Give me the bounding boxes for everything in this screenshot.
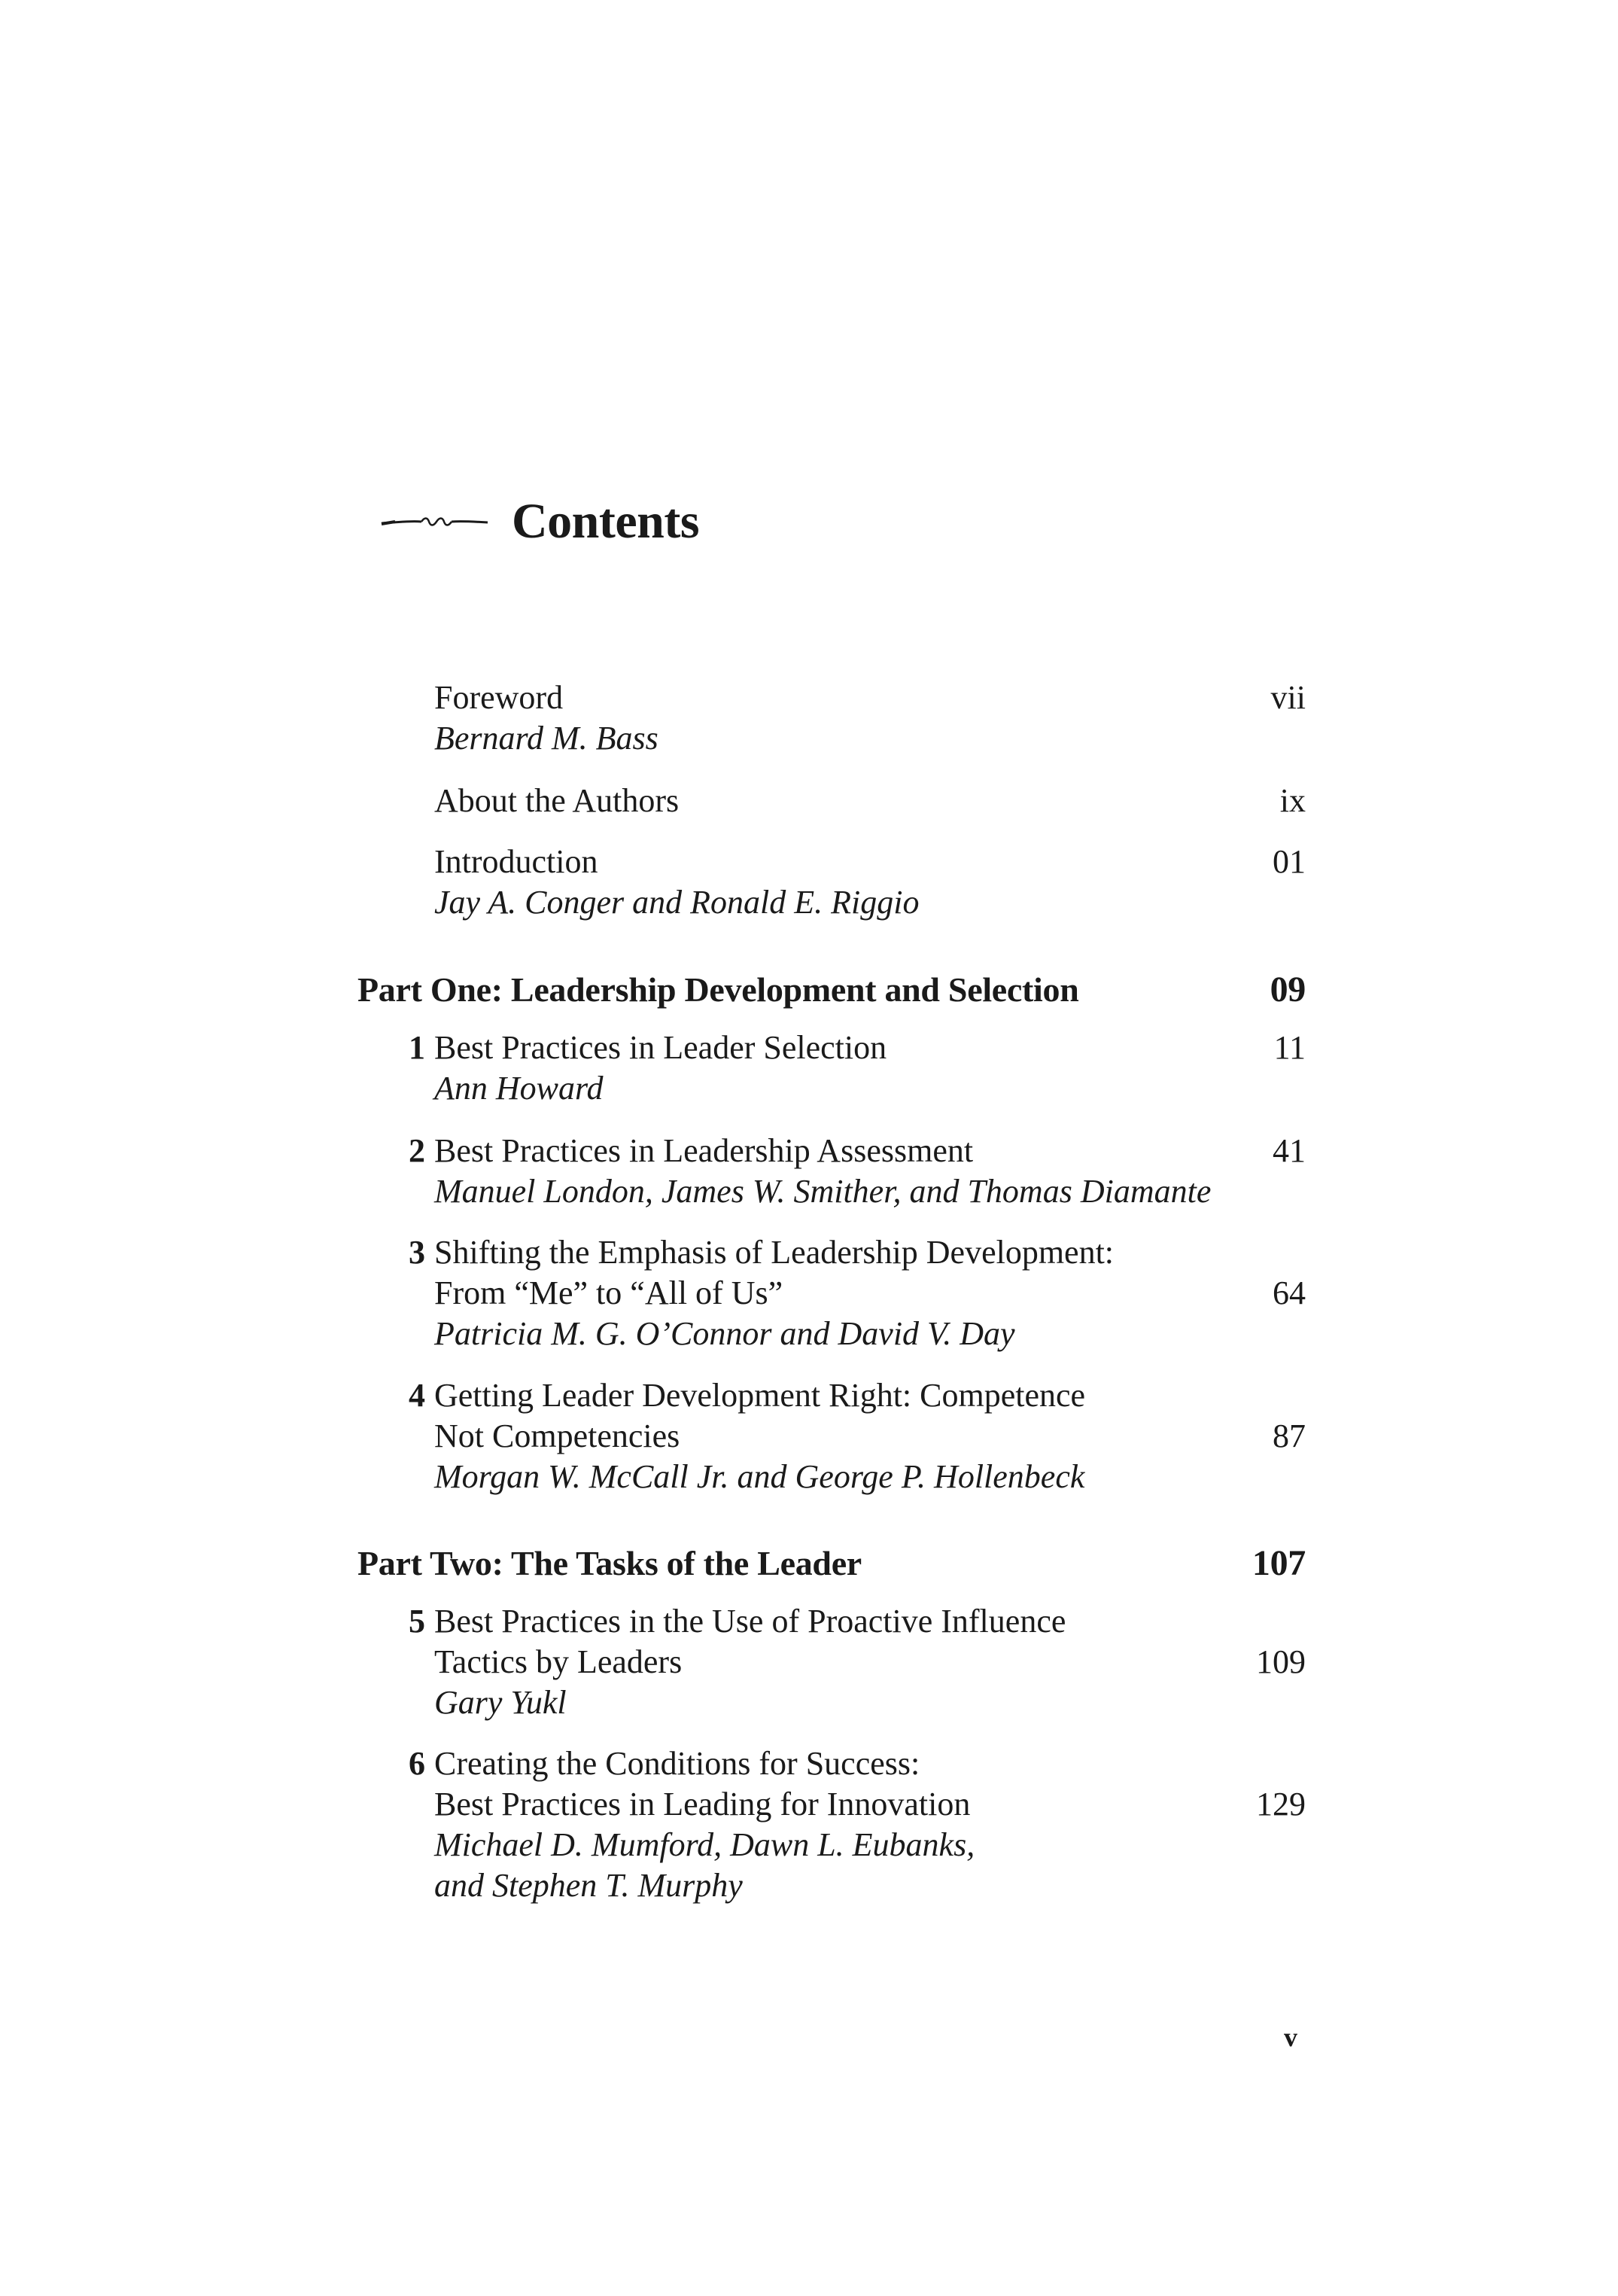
chapter-title: Best Practices in Leadership Assessment bbox=[434, 1132, 974, 1169]
chapter-title: Getting Leader Development Right: Competence bbox=[434, 1377, 1086, 1414]
chapter-title-cont: Best Practices in Leading for Innovation bbox=[434, 1786, 971, 1822]
chapter-author: Patricia M. G. O’Connor and David V. Day bbox=[434, 1315, 1015, 1352]
chapter-number: 4 bbox=[409, 1377, 425, 1414]
chapter-number: 1 bbox=[409, 1029, 425, 1066]
chapter-page: 109 bbox=[1256, 1643, 1306, 1680]
toc-chapter-5[interactable] bbox=[357, 1601, 1306, 1723]
part-page: 09 bbox=[1270, 970, 1306, 1009]
part-title: Part Two: The Tasks of the Leader bbox=[357, 1544, 862, 1582]
toc-chapter-4[interactable] bbox=[357, 1375, 1306, 1497]
chapter-author: Manuel London, James W. Smither, and Thomas Diamante bbox=[434, 1173, 1212, 1210]
chapter-page: 41 bbox=[1273, 1132, 1306, 1169]
part-page: 107 bbox=[1252, 1543, 1306, 1583]
chapter-number: 3 bbox=[409, 1234, 425, 1271]
chapter-title-cont: From “Me” to “All of Us” bbox=[434, 1274, 783, 1311]
chapter-number: 2 bbox=[409, 1132, 425, 1169]
chapter-number: 5 bbox=[409, 1603, 425, 1640]
toc-entry-introduction[interactable] bbox=[357, 842, 1306, 923]
chapter-title: Creating the Conditions for Success: bbox=[434, 1745, 920, 1782]
entry-page: vii bbox=[1270, 679, 1306, 716]
toc-entry-about-authors[interactable] bbox=[357, 781, 1306, 821]
toc-part-two[interactable] bbox=[357, 1542, 1306, 1585]
toc-chapter-6[interactable] bbox=[357, 1743, 1306, 1906]
chapter-title: Best Practices in Leader Selection bbox=[434, 1029, 887, 1066]
entry-author: Jay A. Conger and Ronald E. Riggio bbox=[434, 884, 920, 921]
chapter-title: Shifting the Emphasis of Leadership Development: bbox=[434, 1234, 1115, 1271]
page-number: v bbox=[1284, 2022, 1297, 2052]
toc-chapter-1[interactable] bbox=[357, 1028, 1306, 1109]
entry-title: Foreword bbox=[434, 679, 564, 716]
chapter-page: 11 bbox=[1273, 1029, 1306, 1066]
entry-title: Introduction bbox=[434, 843, 598, 880]
chapter-author: Morgan W. McCall Jr. and George P. Hollenbeck bbox=[434, 1458, 1085, 1495]
chapter-title-cont: Tactics by Leaders bbox=[434, 1643, 683, 1680]
chapter-author: Ann Howard bbox=[434, 1070, 604, 1107]
entry-title: About the Authors bbox=[434, 782, 680, 819]
contents-heading bbox=[380, 494, 700, 549]
entry-page: 01 bbox=[1273, 843, 1306, 880]
toc-chapter-3[interactable] bbox=[357, 1232, 1306, 1354]
chapter-author-cont: and Stephen T. Murphy bbox=[434, 1867, 743, 1904]
page-title: Contents bbox=[512, 494, 700, 549]
toc-chapter-2[interactable] bbox=[357, 1131, 1306, 1212]
chapter-author: Michael D. Mumford, Dawn L. Eubanks, bbox=[434, 1826, 975, 1863]
toc-entry-foreword[interactable] bbox=[357, 678, 1306, 759]
chapter-page: 64 bbox=[1273, 1274, 1306, 1311]
part-title: Part One: Leadership Development and Selection bbox=[357, 970, 1079, 1009]
chapter-title: Best Practices in the Use of Proactive Influence bbox=[434, 1603, 1066, 1640]
chapter-page: 129 bbox=[1256, 1786, 1306, 1822]
chapter-title-cont: Not Competencies bbox=[434, 1417, 680, 1454]
entry-page: ix bbox=[1279, 782, 1306, 819]
scroll-flourish-icon bbox=[380, 513, 489, 531]
chapter-author: Gary Yukl bbox=[434, 1684, 567, 1721]
entry-author: Bernard M. Bass bbox=[434, 720, 658, 757]
toc-part-one[interactable] bbox=[357, 968, 1306, 1012]
chapter-page: 87 bbox=[1273, 1417, 1306, 1454]
chapter-number: 6 bbox=[409, 1745, 425, 1782]
